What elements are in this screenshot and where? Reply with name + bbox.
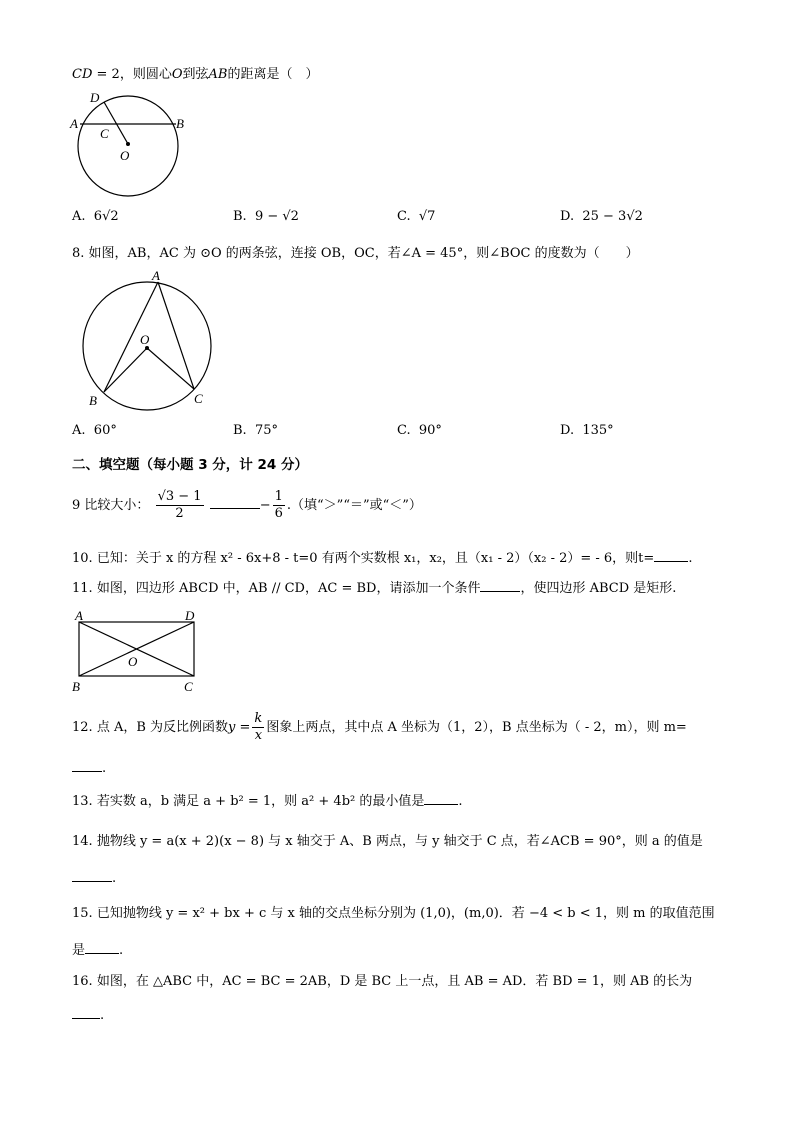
q7-circle-figure	[68, 88, 188, 200]
q8-option-a[interactable]: A. 60°	[72, 423, 117, 438]
q8-segment-ob	[104, 348, 147, 392]
q7-option-b[interactable]: B. 9 − √2	[233, 209, 299, 224]
q9-answer-blank[interactable]	[210, 495, 260, 509]
q10: 10. 已知：关于 x 的方程 x² - 6x+8 - t=0 有两个实数根 x₁，x₂，且（x₁ - 2）（x₂ - 2）= - 6，则t= .	[72, 548, 692, 568]
q9-fraction-2: $\frac{1}{6}$	[274, 489, 283, 521]
q11-label-o: O	[128, 654, 138, 669]
q7-label-b: B	[176, 116, 184, 131]
q11: 11. 如图，四边形 ABCD 中，AB // CD，AC = BD，请添加一个条件 ，使四边形 ABCD 是矩形.	[72, 578, 676, 598]
q9-fraction-1: $\frac{√3 - 1}{2}$	[157, 489, 202, 521]
q8-label-c: C	[194, 391, 203, 406]
q7-label-o: O	[120, 148, 130, 163]
q7-label-c: C	[100, 126, 109, 141]
q15: 15. 已知抛物线 y = x² + bx + c 与 x 轴的交点坐标分别为 (1,0)，(m,0)．若 −4 < b < 1，则 m 的取值范围	[72, 906, 715, 921]
section-2-title: 二、填空题（每小题 3 分，计 24 分）	[72, 457, 308, 473]
q16: 16. 如图，在 △ABC 中，AC = BC = 2AB，D 是 BC 上一点，且 AB = AD．若 BD = 1，则 AB 的长为	[72, 974, 693, 989]
q8-label-b: B	[89, 393, 97, 408]
q11-label-a: A	[75, 608, 83, 623]
q13-answer-blank[interactable]	[424, 791, 458, 805]
q7-option-d[interactable]: D. 25 − 3√2	[560, 209, 643, 224]
q11-label-b: B	[72, 679, 80, 694]
q11-answer-blank[interactable]	[480, 578, 520, 592]
q16-answer-blank[interactable]	[72, 1005, 100, 1019]
q11-rectangle-figure	[70, 608, 202, 694]
q8-stem: 8. 如图，AB，AC 为 ⊙O 的两条弦，连接 OB，OC，若∠A = 45°，则∠BOC 的度数为（ ）	[72, 246, 639, 261]
q7-option-c[interactable]: C. √7	[397, 209, 436, 224]
q8-chord-ab	[104, 282, 158, 392]
q12: 12. 点 A，B 为反比例函数y = $\frac{k}{x}$ 图象上两点，其中点 A 坐标为（1，2），B 点坐标为（ - 2，m），则 m=	[72, 711, 687, 743]
q12-answer-blank[interactable]	[72, 758, 102, 772]
q15-blank-line: 是 .	[72, 940, 123, 960]
q7-stem: CD = 2，则圆心O到弦AB的距离是（ ）	[72, 67, 319, 82]
q8-circle-figure	[76, 268, 226, 416]
q14-blank-line: .	[72, 868, 116, 888]
q8-label-a: A	[152, 268, 160, 283]
q14: 14. 抛物线 y = a(x + 2)(x − 8) 与 x 轴交于 A、B 两点，与 y 轴交于 C 点，若∠ACB = 90°，则 a 的值是	[72, 834, 703, 849]
q7-option-a[interactable]: A. 6√2	[72, 209, 119, 224]
q11-label-c: C	[184, 679, 193, 694]
q7-center-dot	[126, 142, 130, 146]
q11-label-d: D	[185, 608, 195, 623]
q15-answer-blank[interactable]	[85, 940, 119, 954]
q8-option-b[interactable]: B. 75°	[233, 423, 278, 438]
q10-answer-blank[interactable]	[654, 548, 688, 562]
q16-blank-line: .	[72, 1005, 104, 1025]
q8-option-c[interactable]: C. 90°	[397, 423, 442, 438]
q8-label-o: O	[140, 332, 150, 347]
q8-option-d[interactable]: D. 135°	[560, 423, 614, 438]
q7-label-a: A	[70, 116, 78, 131]
q12-fraction: $\frac{k}{x}$	[254, 711, 263, 743]
q12-blank-line: .	[72, 758, 106, 778]
q9: 9 比较大小： $\frac{√3 - 1}{2}$ − $\frac{1}{6}$ .（填“＞”“＝”或“＜”）	[72, 489, 422, 521]
q13: 13. 若实数 a，b 满足 a + b² = 1，则 a² + 4b² 的最小值是 .	[72, 791, 463, 811]
q7-label-d: D	[90, 90, 100, 105]
q14-answer-blank[interactable]	[72, 868, 112, 882]
